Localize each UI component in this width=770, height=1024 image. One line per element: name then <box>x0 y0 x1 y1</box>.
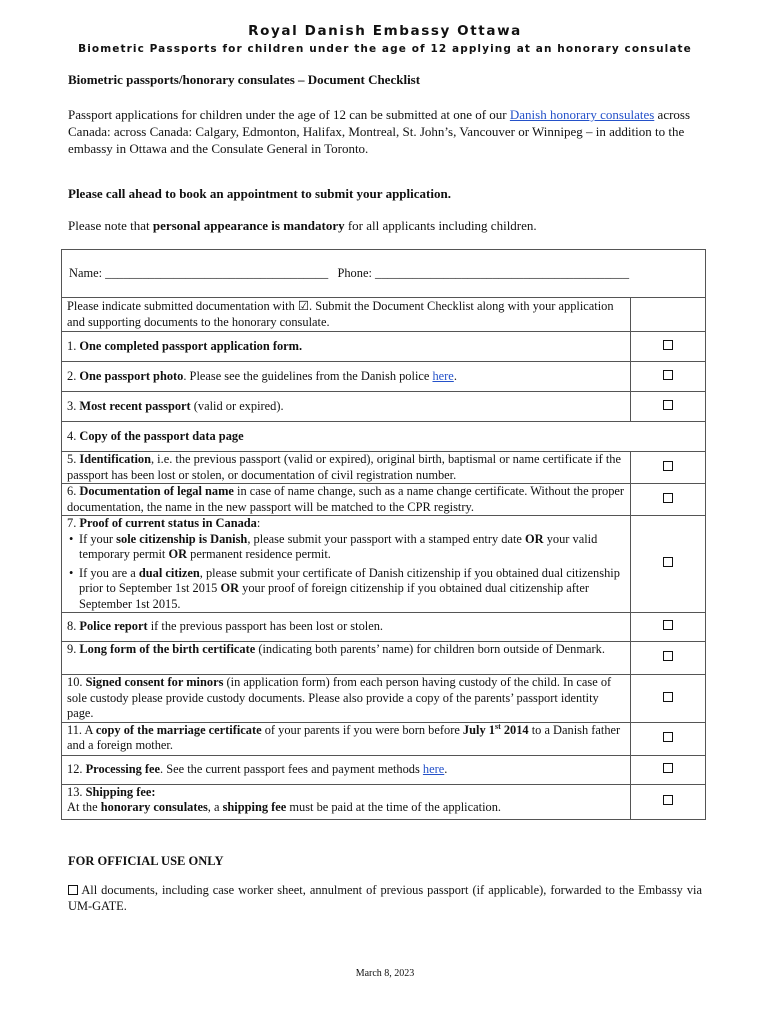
bullet-sole-citizenship: • If your sole citizenship is Danish, please submit your passport with a stamped entry date OR your valid temporary permit OR permanent residence permit. <box>67 532 625 563</box>
checkbox-icon[interactable] <box>663 370 673 380</box>
item-5: 5. Identification, i.e. the previous passport (valid or expired), original birth, baptismal or name certificate if the passport has been lost or stolen, or documentation of civil registration number. <box>62 452 631 484</box>
item-3: 3. Most recent passport (valid or expired). <box>62 392 631 422</box>
photo-guidelines-link[interactable]: here <box>432 368 454 383</box>
instructions-cell: Please indicate submitted documentation with ☑. Submit the Document Checklist along with your application and supporting documents to the honorary consulate. <box>62 298 631 332</box>
intro-paragraph: Passport applications for children under the age of 12 can be submitted at one of our Danish honorary consulates across Canada: across Canada: Calgary, Edmonton, Halifax, Montreal, St. John’s, Vancouver or Winnipeg – in addition to the embassy in Ottawa and the Consulate General in Toronto. <box>68 107 691 156</box>
passport-fees-link[interactable]: here <box>422 761 445 776</box>
checkbox-icon[interactable] <box>663 493 673 503</box>
item-6: 6. Documentation of legal name in case of name change, such as a name change certificate. Without the proper documentation, the name in the new passport will be matched to the CPR registry. <box>62 484 631 516</box>
checkbox-icon[interactable] <box>663 692 673 702</box>
item-11: 11. A copy of the marriage certificate of your parents if you were born before July 1st 2014 to a Danish father and a foreign mother. <box>62 722 631 755</box>
document-date: March 8, 2023 <box>355 968 415 979</box>
embassy-title: Royal Danish Embassy Ottawa <box>248 23 522 39</box>
checkbox-icon[interactable] <box>68 885 78 895</box>
name-field[interactable]: ____________________________________ <box>105 265 329 280</box>
phone-field[interactable]: _________________________________________ <box>375 265 630 280</box>
item-9: 9. Long form of the birth certificate (indicating both parents’ name) for children born outside of Denmark. <box>62 642 631 675</box>
appointment-notice: Please call ahead to book an appointment to submit your application. <box>68 186 451 201</box>
appearance-note: Please note that personal appearance is mandatory for all applicants including children. <box>68 218 537 233</box>
document-heading: Biometric Passports for children under the age of 12 applying at an honorary consulate <box>78 43 692 55</box>
honorary-consulates-link[interactable]: Danish honorary consulates <box>509 107 655 122</box>
item-1: 1. One completed passport application form. <box>62 332 631 362</box>
checkbox-icon[interactable] <box>663 732 673 742</box>
document-checklist-table <box>61 249 706 820</box>
item-13: 13. Shipping fee: At the honorary consulates, a shipping fee must be paid at the time of the application. <box>62 784 631 819</box>
checkbox-icon[interactable] <box>663 400 673 410</box>
item-4: 4. Copy of the passport data page <box>62 422 706 452</box>
checkbox-icon[interactable] <box>663 651 673 661</box>
checkbox-icon[interactable] <box>663 557 673 567</box>
item-2: 2. One passport photo. Please see the guidelines from the Danish police here. <box>62 362 631 392</box>
checklist-title: Biometric passports/honorary consulates – Document Checklist <box>68 72 421 87</box>
item-12: 12. Processing fee. See the current passport fees and payment methods here. <box>62 755 631 784</box>
checkbox-icon[interactable] <box>663 763 673 773</box>
item-10: 10. Signed consent for minors (in application form) from each person having custody of the child. In case of sole custody please provide custody documents. Please also provide a copy of the parents’ passport identity page. <box>62 675 631 723</box>
item-7: 7. Proof of current status in Canada: • If your sole citizenship is Danish, please submit your passport with a stamped entry date OR your valid temporary permit OR permanent residence permit. • If you are a dual citizen, please submit your certificate of Danish citizenship if you obtained dual citizenship prior to September 1st 2015 OR your proof of foreign citizenship if you obtained dual citizenship after September 1st 2015. <box>62 516 631 613</box>
official-use-heading: FOR OFFICIAL USE ONLY <box>68 854 224 868</box>
checked-box-icon: ☑ <box>297 299 310 313</box>
checkbox-icon[interactable] <box>663 461 673 471</box>
checkbox-icon[interactable] <box>663 795 673 805</box>
checkbox-icon[interactable] <box>663 340 673 350</box>
item-8: 8. Police report if the previous passport has been lost or stolen. <box>62 613 631 642</box>
checkbox-icon[interactable] <box>663 620 673 630</box>
official-use-note: All documents, including case worker sheet, annulment of previous passport (if applicable), forwarded to the Embassy via UM-GATE. <box>68 883 702 913</box>
bullet-dual-citizen: • If you are a dual citizen, please submit your certificate of Danish citizenship if you obtained dual citizenship prior to September 1st 2015 OR your proof of foreign citizenship if you obtained dual citizenship after September 1st 2015. <box>67 566 625 613</box>
applicant-info-row: Name: ____________________________________ Phone: _________________________________________ <box>62 250 706 298</box>
